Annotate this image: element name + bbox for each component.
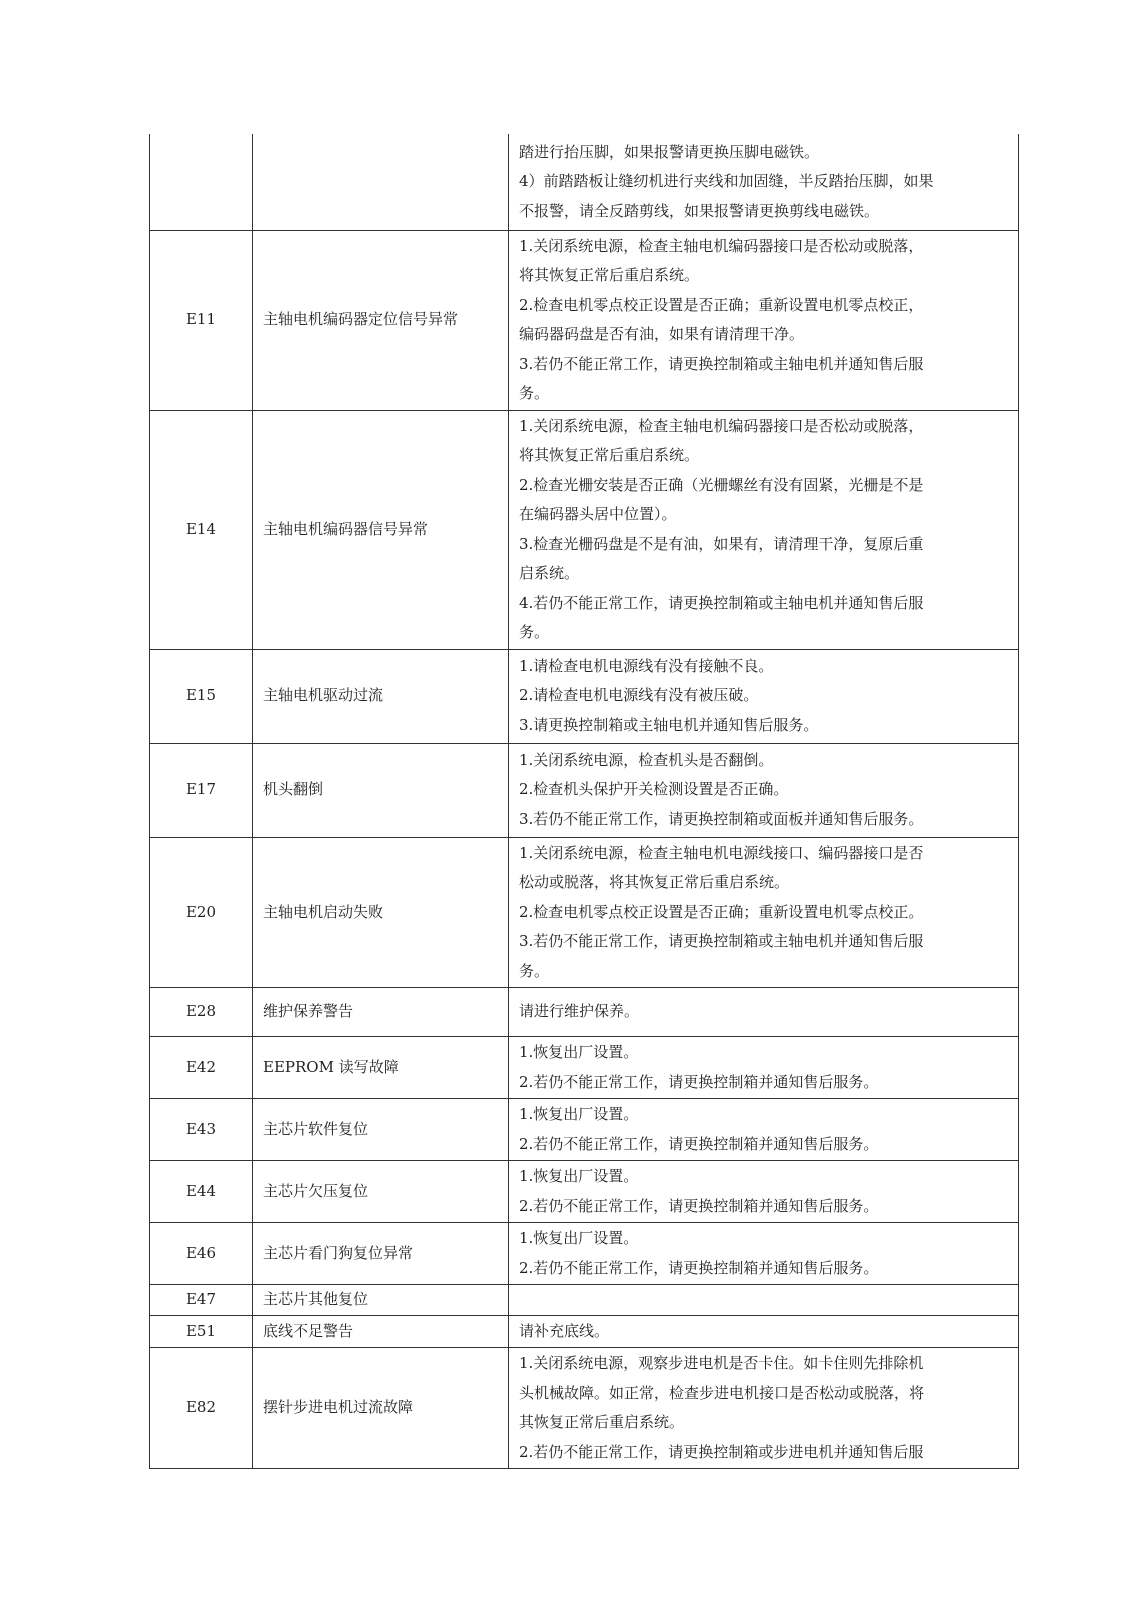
solution-line: 3.若仍不能正常工作，请更换控制箱或面板并通知售后服务。 (519, 809, 924, 828)
table-row (150, 230, 1019, 410)
error-description-cell (253, 134, 509, 230)
solution-line: 务。 (519, 384, 550, 402)
error-code-cell: E46 (150, 1223, 253, 1285)
solution-line: 其恢复正常后重启系统。 (519, 1413, 685, 1431)
error-description-cell: 主芯片欠压复位 (253, 1161, 509, 1223)
solution-line: 务。 (519, 961, 550, 980)
table-row (150, 1348, 1019, 1469)
solution-line: 3.检查光栅码盘是不是有油，如果有，请清理干净，复原后重 (519, 534, 924, 553)
solution-cell (509, 743, 1019, 837)
solution-cell (509, 1161, 1019, 1223)
table-row (150, 1037, 1019, 1099)
error-code-cell: E47 (150, 1285, 253, 1316)
solution-line: 2.若仍不能正常工作，请更换控制箱并通知售后服务。 (519, 1196, 879, 1215)
error-code-cell: E28 (150, 988, 253, 1037)
error-description-cell: 底线不足警告 (253, 1315, 509, 1348)
error-code-cell: E20 (150, 837, 253, 988)
solution-cell (509, 1315, 1019, 1348)
solution-line: 请补充底线。 (519, 1321, 610, 1340)
solution-line: 2.若仍不能正常工作，请更换控制箱并通知售后服务。 (519, 1134, 879, 1153)
error-description-cell: 主芯片看门狗复位异常 (253, 1223, 509, 1285)
error-code-cell: E82 (150, 1348, 253, 1469)
solution-line: 头机械故障。如正常，检查步进电机接口是否松动或脱落，将 (519, 1383, 925, 1402)
solution-line: 1.关闭系统电源，检查主轴电机编码器接口是否松动或脱落， (519, 416, 924, 435)
table-row (150, 134, 1019, 230)
error-code-cell: E42 (150, 1037, 253, 1099)
error-description-cell: 机头翻倒 (253, 743, 509, 837)
error-code-cell: E17 (150, 743, 253, 837)
solution-line: 4.若仍不能正常工作，请更换控制箱或主轴电机并通知售后服 (519, 593, 924, 612)
error-description-cell: 主芯片软件复位 (253, 1099, 509, 1161)
solution-line: 3.请更换控制箱或主轴电机并通知售后服务。 (519, 715, 819, 734)
solution-line: 1.关闭系统电源，检查机头是否翻倒。 (519, 750, 774, 769)
error-code-cell: E43 (150, 1099, 253, 1161)
solution-line: 启系统。 (519, 564, 580, 582)
error-description-cell: 主轴电机编码器定位信号异常 (253, 230, 509, 410)
solution-cell (509, 1223, 1019, 1285)
solution-line: 4）前踏踏板让缝纫机进行夹线和加固缝，半反踏抬压脚，如果 (519, 172, 934, 190)
solution-cell (509, 134, 1019, 230)
error-code-cell: E15 (150, 649, 253, 743)
error-code-cell: E51 (150, 1315, 253, 1348)
solution-line: 不报警，请全反踏剪线，如果报警请更换剪线电磁铁。 (519, 201, 880, 220)
solution-cell (509, 988, 1019, 1037)
solution-line: 1.关闭系统电源，观察步进电机是否卡住。如卡住则先排除机 (519, 1354, 924, 1372)
solution-line: 1.关闭系统电源，检查主轴电机电源线接口、编码器接口是否 (519, 843, 924, 862)
table-row (150, 1223, 1019, 1285)
error-description-cell: 主轴电机编码器信号异常 (253, 410, 509, 649)
error-description-cell: EEPROM 读写故障 (253, 1037, 509, 1099)
solution-cell (509, 1348, 1019, 1469)
solution-cell (509, 1285, 1019, 1316)
table-row (150, 1285, 1019, 1316)
solution-line: 请进行维护保养。 (519, 1002, 640, 1021)
table-row (150, 1315, 1019, 1348)
error-description-cell: 主轴电机驱动过流 (253, 649, 509, 743)
solution-line: 2.检查电机零点校正设置是否正确；重新设置电机零点校正。 (519, 902, 924, 921)
solution-line: 1.恢复出厂设置。 (519, 1105, 639, 1123)
solution-line: 务。 (519, 623, 550, 641)
solution-cell (509, 837, 1019, 988)
table-row (150, 649, 1019, 743)
solution-line: 编码器码盘是否有油，如果有请清理干净。 (519, 325, 805, 343)
solution-cell (509, 1037, 1019, 1099)
solution-line: 3.若仍不能正常工作，请更换控制箱或主轴电机并通知售后服 (519, 354, 924, 373)
error-code-cell: E11 (150, 230, 253, 410)
solution-cell (509, 230, 1019, 410)
solution-line: 2.检查电机零点校正设置是否正确；重新设置电机零点校正， (519, 295, 924, 314)
table-row (150, 743, 1019, 837)
table-row (150, 837, 1019, 988)
error-code-table (149, 134, 1019, 1469)
solution-cell (509, 410, 1019, 649)
error-description-cell: 维护保养警告 (253, 988, 509, 1037)
solution-line: 2.若仍不能正常工作，请更换控制箱并通知售后服务。 (519, 1258, 879, 1277)
solution-line: 2.若仍不能正常工作，请更换控制箱并通知售后服务。 (519, 1072, 879, 1091)
solution-cell (509, 649, 1019, 743)
solution-line: 将其恢复正常后重启系统。 (519, 266, 700, 284)
table-body (150, 134, 1019, 1469)
error-description-cell: 主轴电机启动失败 (253, 837, 509, 988)
table-row (150, 1099, 1019, 1161)
error-description-cell: 摆针步进电机过流故障 (253, 1348, 509, 1469)
solution-line: 1.关闭系统电源，检查主轴电机编码器接口是否松动或脱落， (519, 236, 924, 255)
solution-line: 踏进行抬压脚，如果报警请更换压脚电磁铁。 (519, 142, 820, 161)
solution-line: 将其恢复正常后重启系统。 (519, 446, 700, 464)
solution-line: 2.检查机头保护开关检测设置是否正确。 (519, 780, 789, 799)
error-code-cell: E44 (150, 1161, 253, 1223)
solution-line: 3.若仍不能正常工作，请更换控制箱或主轴电机并通知售后服 (519, 932, 924, 950)
solution-line: 1.恢复出厂设置。 (519, 1043, 639, 1061)
solution-line: 2.若仍不能正常工作，请更换控制箱或步进电机并通知售后服 (519, 1442, 924, 1461)
solution-line: 1.请检查电机电源线有没有接触不良。 (519, 656, 774, 675)
error-code-cell (150, 134, 253, 230)
table-row (150, 410, 1019, 649)
solution-line: 松动或脱落，将其恢复正常后重启系统。 (519, 873, 790, 891)
error-code-cell: E14 (150, 410, 253, 649)
solution-line: 2.检查光栅安装是否正确（光栅螺丝有没有固紧，光栅是不是 (519, 475, 924, 494)
table-row (150, 988, 1019, 1037)
error-description-cell: 主芯片其他复位 (253, 1285, 509, 1316)
solution-line: 1.恢复出厂设置。 (519, 1167, 639, 1185)
solution-line: 2.请检查电机电源线有没有被压破。 (519, 686, 759, 705)
solution-line: 1.恢复出厂设置。 (519, 1229, 639, 1247)
table-row (150, 1161, 1019, 1223)
solution-line: 在编码器头居中位置）。 (519, 505, 677, 523)
solution-cell (509, 1099, 1019, 1161)
